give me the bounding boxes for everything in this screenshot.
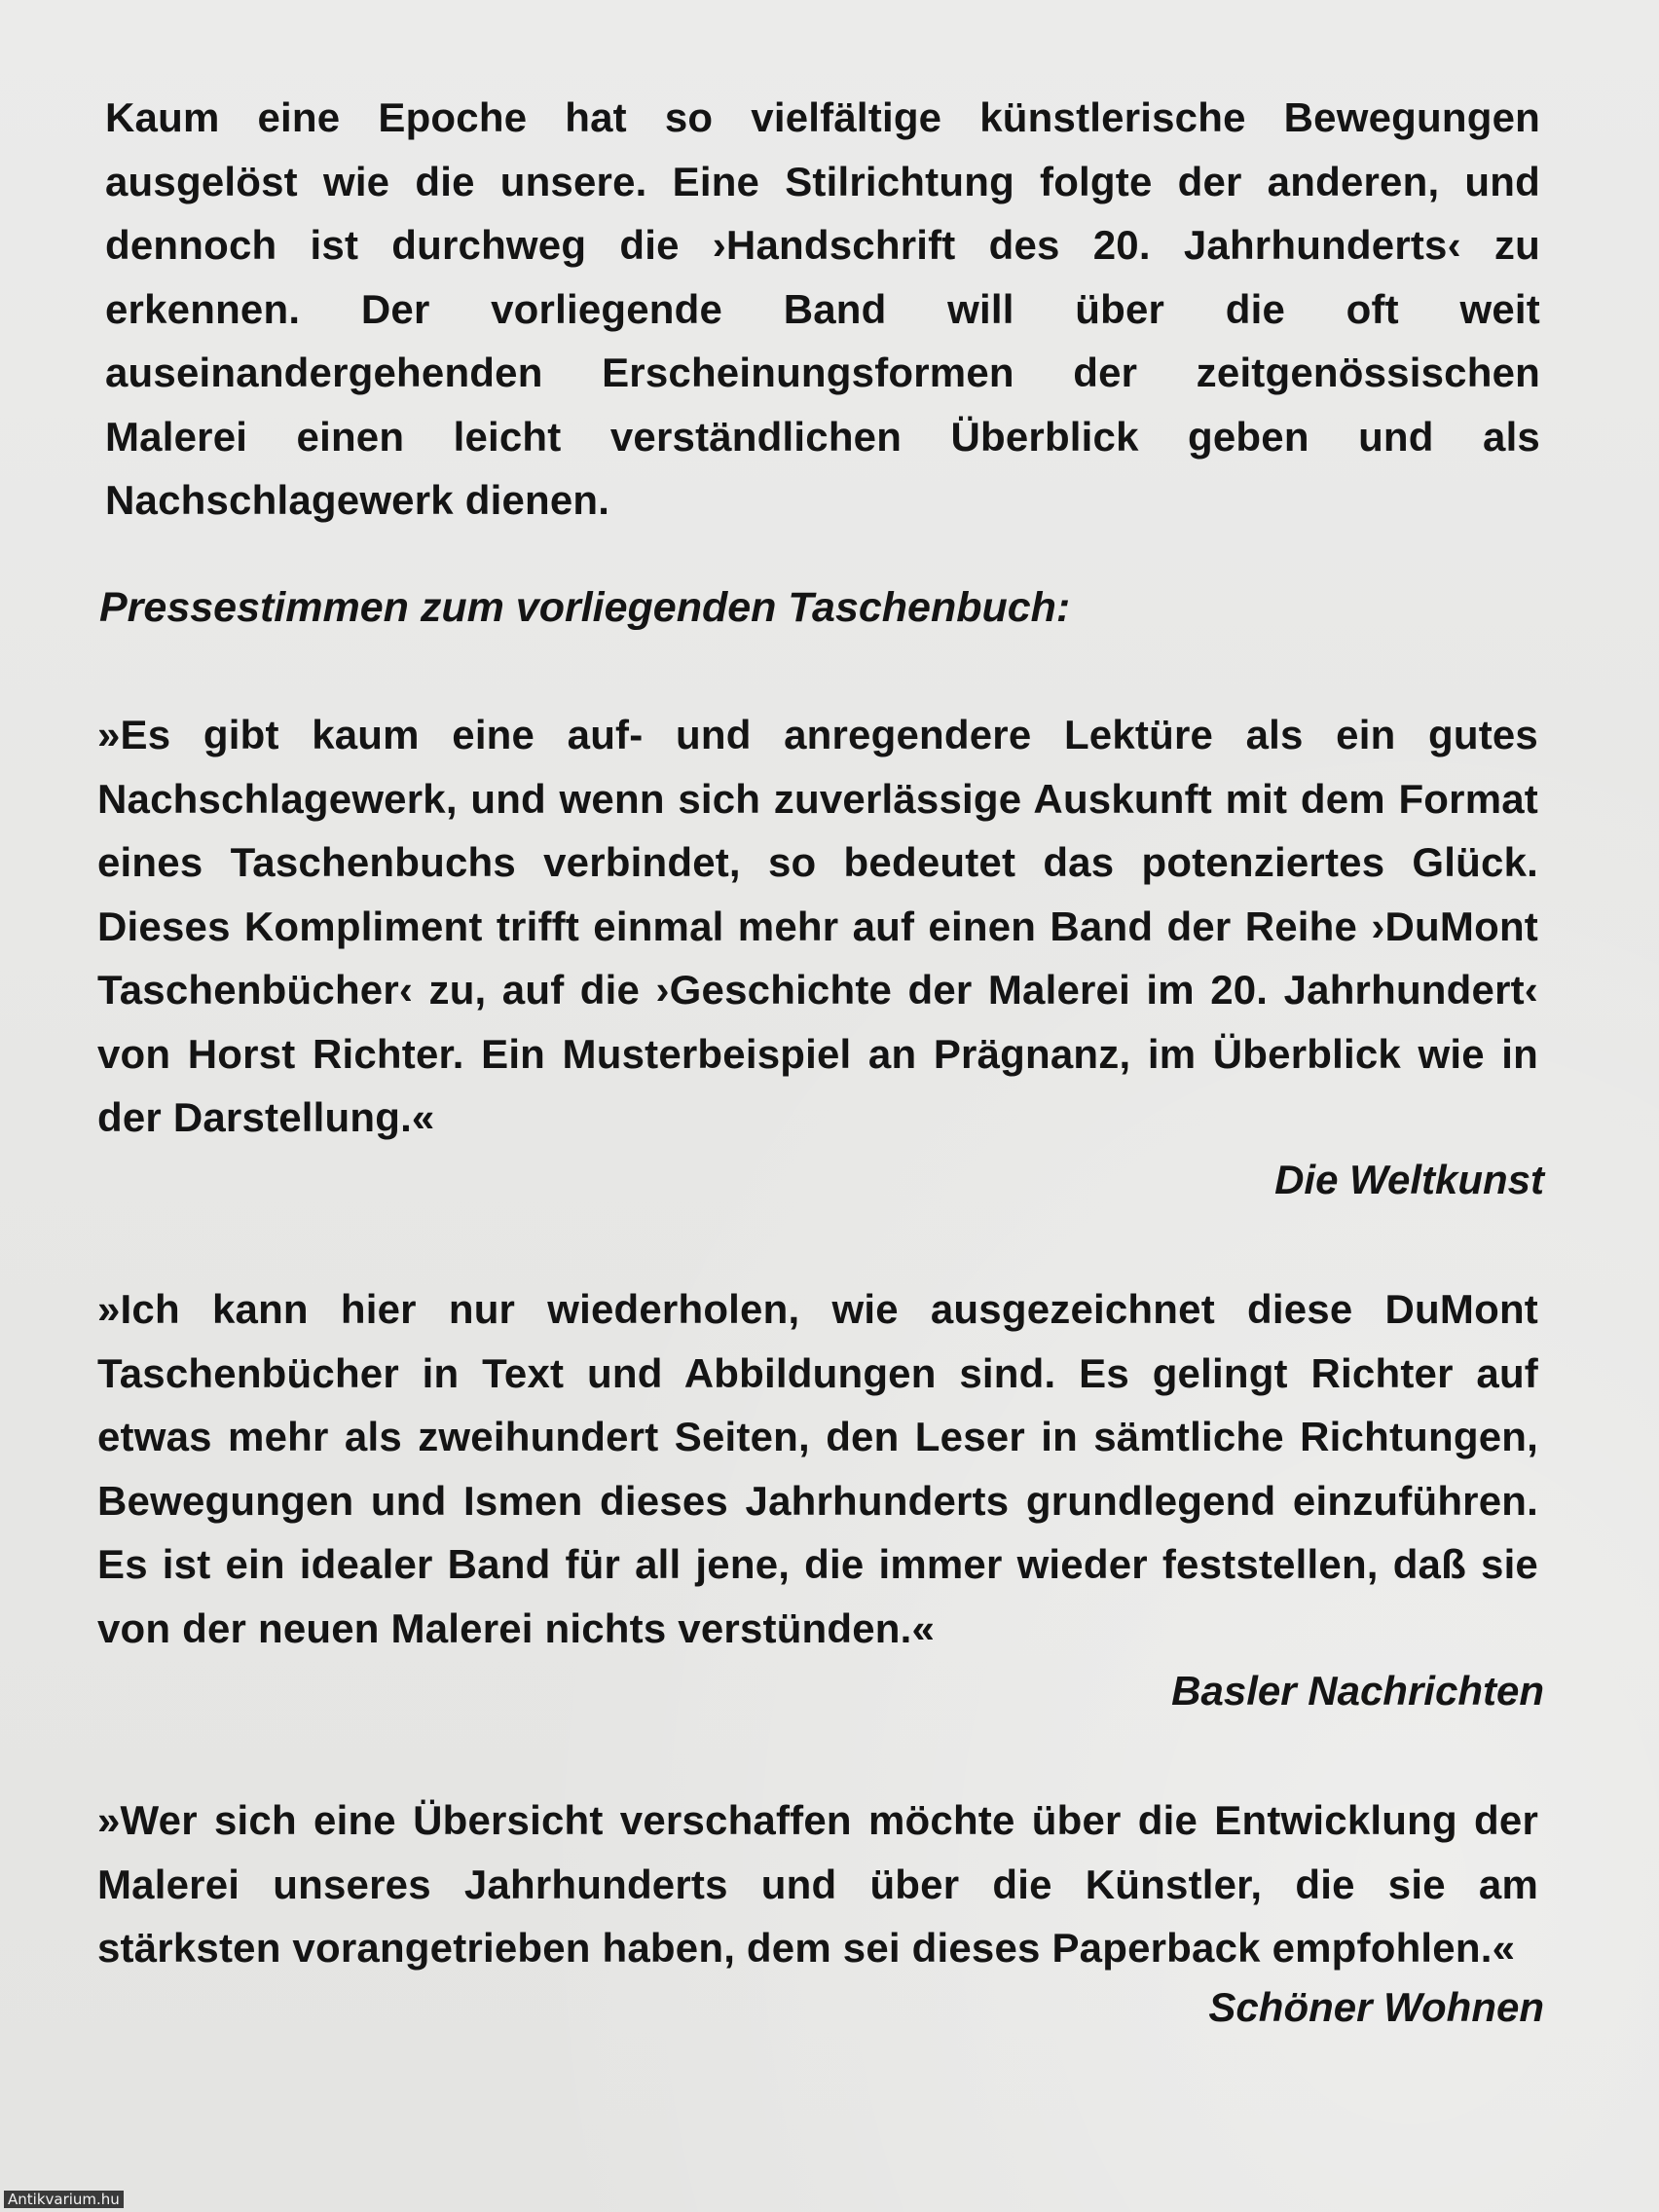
press-quote-2: »Ich kann hier nur wiederholen, wie ausgezeichnet diese DuMont Taschenbücher in Text und Abbildungen sind. Es gelingt Richter auf etwas mehr als zweihundert Seiten, den Leser in sämtliche Richtungen, Bewegungen und Ismen dieses Jahrhunderts grundlegend einzuführen. Es ist ein idealer Band für all jene, die immer wieder feststellen, daß sie von der neuen Malerei nichts verstünden.« <box>97 1286 1538 1651</box>
press-quote-1: »Es gibt kaum eine auf- und anregendere Lektüre als ein gutes Nachschlagewerk, und wenn sich zuverlässige Auskunft mit dem Format eines Taschenbuchs verbindet, so bedeutet das potenziertes Glück. Dieses Kompliment trifft einmal mehr auf einen Band der Reihe ›DuMont Taschenbücher‹ zu, auf die ›Geschichte der Malerei im 20. Jahrhundert‹ von Horst Richter. Ein Musterbeispiel an Prägnanz, im Überblick wie in der Darstellung.« <box>97 712 1538 1140</box>
quote-3-source: Schöner Wohnen <box>1208 1984 1544 2030</box>
press-quote-3: »Wer sich eine Übersicht verschaffen möchte über die Entwicklung der Malerei unseres Jahrhunderts und über die Künstler, die sie am stärksten vorangetrieben haben, dem sei dieses Paperback empfohlen.« <box>97 1797 1538 1971</box>
watermark: Antikvarium.hu <box>4 2191 124 2208</box>
quote-2-source: Basler Nachrichten <box>1171 1668 1544 1714</box>
intro-paragraph: Kaum eine Epoche hat so vielfältige künstlerische Bewegungen ausgelöst wie die unsere. Eine Stilrichtung folgte der anderen, und dennoch ist durchweg die ›Handschrift des 20. Jahrhunderts‹ zu erkennen. Der vorliegende Band will über die oft weit auseinandergehenden Erscheinungsformen der zeitgenössischen Malerei einen leicht verständlichen Überblick geben und als Nachschlagewerk dienen. <box>105 94 1540 523</box>
press-heading: Pressestimmen zum vorliegenden Taschenbuch: <box>99 584 1071 631</box>
quote-1-source: Die Weltkunst <box>1274 1157 1544 1202</box>
